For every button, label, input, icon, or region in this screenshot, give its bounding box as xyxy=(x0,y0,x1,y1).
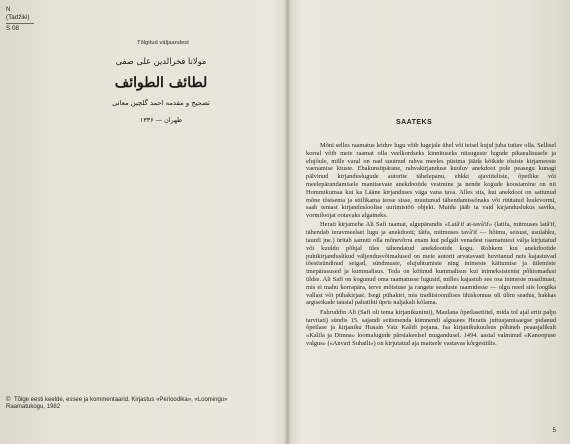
copyright-notice xyxy=(6,397,266,411)
right-page xyxy=(288,0,570,444)
introduction-text xyxy=(306,142,556,348)
call-number-line-2: S 08 xyxy=(6,25,19,32)
original-author-line: مولانا فخرالدین علی صفی xyxy=(115,56,207,66)
translation-source-heading: Tõlgitud väljaandest xyxy=(137,40,189,46)
call-number-line-1: N (Tadžiki) xyxy=(6,6,34,24)
copyright-text: Tõlge eesti keelde, essee ja kommentaarid. Kirjastus «Perioodika», «Loomingu» Raamatukogu, 1982 xyxy=(6,397,228,411)
original-subtitle: تصحیح و مقدمه احمد گلچین معانی xyxy=(112,99,210,107)
paragraph: Herati kirjamehe Ali Safi raamat, algupärandis «Latâ'if at-tavâ'if» (latifa, mitmuses latâ'if, tähendab teravmeelset lugu ja anekdooti; tâifa, mitmuses tavâ'if — hõimu, seisust, usulahku, taunfi jne.) üritab samuti olla mõnevõrra enam kui pelgalt venadest raamatutest välja kirjutatud või kuuldu põhjal üles tähendatud anekdootide kogu. Rohkem kui anekdootide puhtkirjanduslikud väljendusvõimalused on meie autorit arvatavasti huvitanud neis kajastuvad tõestisündinud seigad, sündmuste, elujuhtumiste ning inimeste käitumise ja ütlemiste imepärasused ja kummalisus. Teda on köitnud kummalisus kui inimeksistentsi põhiomadusi üldse. Ali Safi on kogunud oma raamatusse lugusid, milles kajastub see osa inimeste maailmast, mis ei mahu korrapära, terve mõistuse ja rangete seaduste raamidesse — olgu need siis loogika vallast või pühakirjast. Isegi pühakiri, mis traditsioonilises ühiskonnas oli ülim seadus, hakkas argiseikade taustal pahatihti üpris naljakalt kõlama. xyxy=(306,221,556,307)
copyright-symbol: © xyxy=(6,397,11,403)
original-year: طهران — ۱۳۳۶ xyxy=(139,116,183,124)
paragraph: Fahruddin Ali (Safi oli tema kirjanikunimi), Maulana õpetlasetiitel, mida tol ajal eriti palju tarvitati) sündis 15. sajandi seitsmenda kümnendi algusees Heratis juttuajamisaegse pidanud õpetlase ja kirjaniku Husain Vaiz Kašifi pojana. Isa kirjanikukuulsus põhineb peaasjalikult «Kalila ja Dimna» loomalugude pärsiakeelsel mugandusel. 1494. aastal valminud «Kanoopuse valgus» («Anvari Suhaili») on kirjutatud aja maitsele vastavas kõrgestiilis. xyxy=(306,308,556,347)
original-title-block xyxy=(102,56,220,124)
section-title: SAATEKS xyxy=(396,118,433,126)
page-number: 5 xyxy=(552,427,556,434)
paragraph: Mõni selles raamatus leiduv lugu võib lugejale ühel või teisel kujul juba tuttav olla. Sellisel korral võib meie raamat olla veelkordseks kinnituseks niisuguste lugude pikaealisusele ja elujõule, mille varal on nad suutnud rahva meeles püsima jääda kõikide tõsiste kirjameeste vaenamise kiuste. Ebakunstipärane, rahvakirjanduse kuuluv anekdoot pole peasegu kunagi pälvinud kirjanduslugude autorite tähelepanu, ehkki ajaviiteliste, õpetlike või meelepärandamisele manitsevate anekdootide vestmine ja nende kogude koostamine on nii Hommikumaa kui ka Lääne kirjanduses väga vana tava. Alles siis, kui anekdoot on sattunud mõne tõsisema ja stiilikama teose sisse, muutunud tähendamissõnaks või rüütatud luulevormi, saab temast kirjandusloolise uurimistöö objekt. Muidu jääb ta vaid kirjanduslukus saviks, vormiloojat ootavaks algaineks. xyxy=(306,142,556,220)
original-title: لطائف الطوائف xyxy=(114,75,208,91)
call-number-label xyxy=(6,6,34,33)
